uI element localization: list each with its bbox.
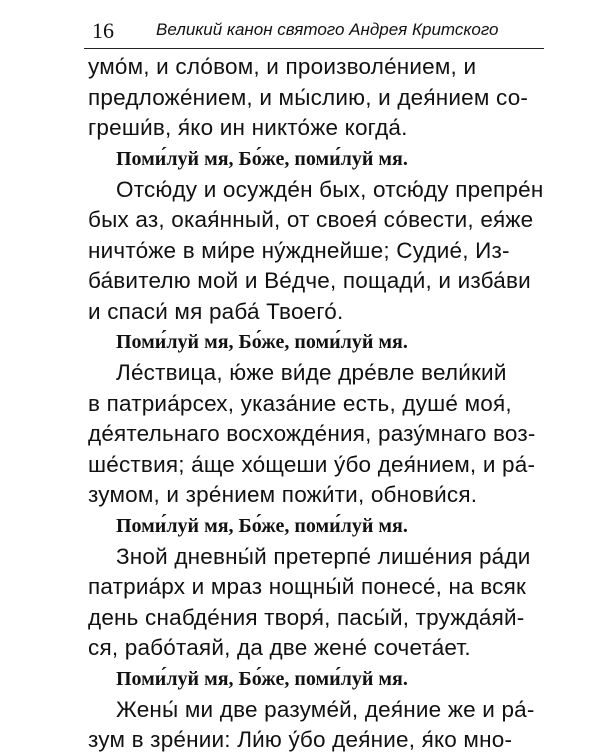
- paragraph: [88, 52, 534, 144]
- text-line: де́ятельнаго восхожде́ния, разу́мнаго воз-: [88, 421, 536, 446]
- text-line: ше́ствия; а́ще хо́щеши у́бо дея́нием, и ра́-: [88, 451, 536, 477]
- body-text: [88, 52, 544, 756]
- paragraph: [88, 358, 534, 511]
- page-number: 16: [92, 18, 114, 43]
- text-line: Отсю́ду и осужде́н бых, отсю́ду препре́н: [116, 176, 544, 202]
- refrain: Поми́луй мя, Бо́же, поми́луй мя.: [116, 514, 408, 537]
- text-line: и спаси́ мя раба́ Твоего́.: [88, 298, 344, 324]
- text-line: бых аз, окая́нный, от своея́ со́вести, ея́же: [88, 207, 534, 232]
- text-line: ся, рабо́таяй, да две жене́ сочета́ет.: [88, 635, 471, 660]
- text-line: предложе́нием, и мы́слию, и дея́нием со-: [88, 84, 529, 110]
- text-line: зум в зре́нии: Ли́ю у́бо дея́ние, я́ко мно-: [88, 727, 513, 752]
- refrain: Поми́луй мя, Бо́же, поми́луй мя.: [116, 147, 408, 170]
- text-line: зумом, и зре́нием пожи́ти, обнови́ся.: [88, 482, 478, 507]
- text-line: в патриа́рсех, указа́ние есть, душе́ моя́,: [88, 390, 512, 416]
- refrain: Поми́луй мя, Бо́же, поми́луй мя.: [116, 331, 408, 353]
- text-line: Ле́ствица, ю́же ви́де дре́вле вели́кий: [116, 360, 507, 385]
- paragraph: [88, 695, 534, 756]
- text-line: патриа́рх и мраз нощны́й понесе́, на всяк: [88, 574, 527, 599]
- text-line: день снабде́ния творя́, пасы́й, тружда́яй-: [88, 604, 525, 630]
- text-line: умо́м, и сло́вом, и произволе́нием, и: [88, 54, 477, 79]
- paragraph: [88, 542, 534, 664]
- running-title: Великий канон святого Андрея Критского: [156, 20, 499, 39]
- text-line: греши́в, я́ко ин никто́же когда́.: [88, 115, 408, 140]
- text-line: ничто́же в ми́ре ну́жднейше; Судие́, Из-: [88, 237, 510, 263]
- text-line: ба́вителю мой и Ве́дче, пощади́, и изба́ви: [88, 268, 531, 293]
- refrain: Поми́луй мя, Бо́же, поми́луй мя.: [116, 667, 408, 690]
- text-line: Жены́ ми две разуме́й, дея́ние же и ра́-: [116, 696, 535, 722]
- text-line: Зной дневны́й претерпе́ лише́ния ра́ди: [116, 543, 531, 569]
- paragraph: [88, 175, 544, 328]
- page-header: [84, 14, 544, 49]
